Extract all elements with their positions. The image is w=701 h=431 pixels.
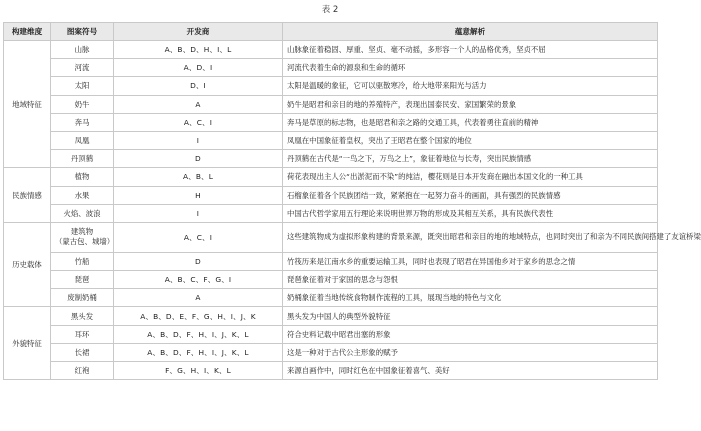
developer-cell: A、B、D、E、F、G、H、I、J、K <box>114 307 283 325</box>
table-row <box>4 204 658 222</box>
table-row <box>4 343 658 361</box>
developer-cell: A、C、I <box>114 222 283 252</box>
table-caption: 表 2 <box>321 5 339 15</box>
table-row <box>4 252 658 270</box>
symbol-cell: 水果 <box>51 186 114 204</box>
developer-cell: I <box>114 131 283 149</box>
meaning-cell: 奔马是草原的标志物，也是昭君和亲之路的交通工具，代表着勇往直前的精神 <box>283 113 658 131</box>
table-row <box>4 168 658 186</box>
developer-cell: A、B、C、F、G、I <box>114 271 283 289</box>
developer-cell: H <box>114 186 283 204</box>
symbol-cell: 山脉 <box>51 41 114 59</box>
table-row <box>4 289 658 307</box>
symbol-cell: 琵琶 <box>51 271 114 289</box>
developer-cell: A、B、D、F、H、I、J、K、L <box>114 325 283 343</box>
developer-cell: D <box>114 150 283 168</box>
meaning-cell: 奶牛是昭君和亲目的地的养殖特产，表现出国泰民安、家国繁荣的景象 <box>283 95 658 113</box>
dimension-cell: 地域特征 <box>4 41 51 168</box>
symbol-cell: 长裙 <box>51 343 114 361</box>
header-developer: 开发商 <box>114 23 283 41</box>
developer-cell: A、C、I <box>114 113 283 131</box>
meaning-cell: 中国古代哲学家用五行理论来说明世界万物的形成及其相互关系，具有民族代表性 <box>283 204 658 222</box>
developer-cell: A、B、D、F、H、I、J、K、L <box>114 343 283 361</box>
table-row <box>4 325 658 343</box>
table-row <box>4 271 658 289</box>
meaning-cell: 琵琶象征着对于家国的思念与怨恨 <box>283 271 658 289</box>
table-row <box>4 59 658 77</box>
table-row <box>4 150 658 168</box>
table-row <box>4 113 658 131</box>
symbol-note: （蒙古包、城墙） <box>55 237 115 247</box>
meaning-cell: 太阳是温暖的象征，它可以驱散寒冷，给大地带来阳光与活力 <box>283 77 658 95</box>
meaning-cell: 河流代表着生命的源泉和生命的循环 <box>283 59 658 77</box>
developer-cell: A、B、L <box>114 168 283 186</box>
developer-cell: D <box>114 252 283 270</box>
symbol-cell: 废制奶桶 <box>51 289 114 307</box>
dimension-cell: 民族情感 <box>4 168 51 223</box>
symbol-cell: 奶牛 <box>51 95 114 113</box>
table-row <box>4 186 658 204</box>
dimension-cell: 历史载体 <box>4 222 51 307</box>
header-meaning: 蕴意解析 <box>283 23 658 41</box>
symbol-cell: 河流 <box>51 59 114 77</box>
table-row <box>4 362 658 380</box>
developer-cell: A、B、D、H、I、L <box>114 41 283 59</box>
symbol-text: 建筑物 <box>70 227 94 237</box>
header-symbol: 图案符号 <box>51 23 114 41</box>
symbol-cell: 火焰、波浪 <box>51 204 114 222</box>
symbol-cell: 竹船 <box>51 252 114 270</box>
meaning-cell: 丹顶鹤在古代是“一鸟之下，万鸟之上”，象征着地位与长寿，突出民族情感 <box>283 150 658 168</box>
table-row <box>4 131 658 149</box>
symbol-cell: 凤凰 <box>51 131 114 149</box>
table-row <box>4 222 658 252</box>
meaning-cell: 这是一种对于古代公主形象的赋予 <box>283 343 658 361</box>
table-row <box>4 307 658 325</box>
header-dimension: 构建维度 <box>4 23 51 41</box>
developer-cell: D、I <box>114 77 283 95</box>
meaning-cell: 黑头发为中国人的典型外貌特征 <box>283 307 658 325</box>
meaning-cell: 这些建筑物成为虚拟形象构建的背景来源，既突出昭君和亲目的地的地域特点，也同时突出了和亲为不同民族间搭建了友谊桥梁 <box>283 222 658 252</box>
table-header-row <box>4 23 658 41</box>
meaning-cell: 符合史料记载中昭君出塞的形象 <box>283 325 658 343</box>
developer-cell: A <box>114 289 283 307</box>
developer-cell: F、G、H、I、K、L <box>114 362 283 380</box>
developer-cell: A <box>114 95 283 113</box>
meaning-cell: 奶桶象征着当地传统食物制作流程的工具，展现当地的特色与文化 <box>283 289 658 307</box>
symbol-cell: 黑头发 <box>51 307 114 325</box>
symbol-cell: 丹顶鹤 <box>51 150 114 168</box>
developer-cell: I <box>114 204 283 222</box>
meaning-cell: 山脉象征着稳固、厚重、坚贞、毫不动摇，多形容一个人的品格优秀，坚贞不屈 <box>283 41 658 59</box>
symbol-cell: 奔马 <box>51 113 114 131</box>
table-row <box>4 95 658 113</box>
symbol-cell: 太阳 <box>51 77 114 95</box>
analysis-table <box>3 22 701 380</box>
meaning-cell: 来源自画作中，同时红色在中国象征着喜气、美好 <box>283 362 658 380</box>
symbol-cell: 耳环 <box>51 325 114 343</box>
meaning-cell: 竹筏历来是江南水乡的重要运输工具，同时也表现了昭君在异国他乡对于家乡的思念之情 <box>283 252 658 270</box>
symbol-cell <box>51 222 114 252</box>
developer-cell: A、D、I <box>114 59 283 77</box>
table-row <box>4 77 658 95</box>
dimension-cell: 外貌特征 <box>4 307 51 380</box>
symbol-cell: 红袍 <box>51 362 114 380</box>
table-row <box>4 41 658 59</box>
meaning-cell: 凤凰在中国象征着皇权，突出了王昭君在整个国家的地位 <box>283 131 658 149</box>
meaning-cell: 荷花表现出主人公“出淤泥而不染”的纯洁，樱花则是日本开发商在融出本国文化的一种工具 <box>283 168 658 186</box>
meaning-cell: 石榴象征着各个民族团结一致，紧紧抱在一起努力奋斗的画面，具有强烈的民族情感 <box>283 186 658 204</box>
symbol-cell: 植物 <box>51 168 114 186</box>
